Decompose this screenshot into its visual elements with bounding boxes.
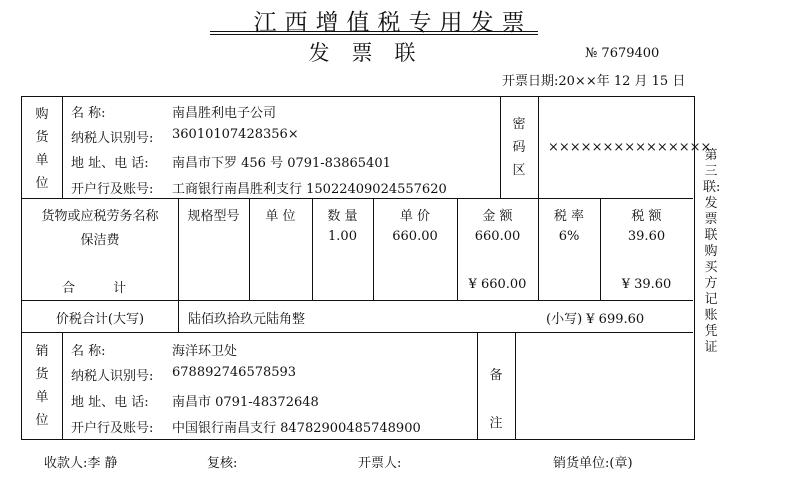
- cipher-left-divider: [500, 97, 501, 198]
- item-unit-price: 660.00: [392, 229, 438, 244]
- buyer-name-label: 名 称:: [71, 106, 106, 121]
- grand-total-words: 陆佰玖拾玖元陆角整: [188, 312, 306, 327]
- header-tax-amount: 税 额: [631, 209, 662, 224]
- buyer-bank-label: 开户行及账号:: [71, 182, 154, 197]
- seller-address-label: 地 址、电 话:: [71, 395, 149, 410]
- buyer-section-label: 购货单位: [35, 107, 49, 191]
- buyer-name: 南昌胜利电子公司: [172, 106, 277, 121]
- seller-seal: 销货单位:(章): [553, 456, 633, 471]
- seller-name-label: 名 称:: [71, 344, 106, 359]
- buyer-label-divider: [62, 97, 63, 198]
- buyer-address-label: 地 址、电 话:: [71, 156, 149, 171]
- title-underline: [210, 31, 538, 32]
- invoice-date: 开票日期:20××年 12 月 15 日: [502, 74, 686, 89]
- total-label: 合 计: [62, 281, 127, 296]
- item-name: 保洁费: [80, 233, 120, 248]
- header-goods-name: 货物或应税劳务名称: [41, 209, 159, 224]
- issuer: 开票人:: [358, 456, 402, 471]
- remarks-left-divider: [477, 332, 478, 440]
- remarks-label: 备注: [489, 368, 503, 431]
- title-underline-second: [210, 34, 538, 35]
- grand-total-numeric: (小写) ¥ 699.60: [546, 312, 645, 327]
- header-tax-rate: 税 率: [553, 209, 585, 224]
- grand-total-bottom-rule: [22, 332, 693, 333]
- total-tax: ¥ 39.60: [621, 277, 672, 292]
- cipher-label: 密码区: [512, 117, 526, 178]
- header-unit-price: 单 价: [399, 209, 431, 224]
- seller-name: 海洋环卫处: [172, 344, 238, 359]
- buyer-bank: 工商银行南昌胜利支行 15022409024557620: [172, 182, 447, 197]
- seller-bank-label: 开户行及账号:: [71, 421, 154, 436]
- grand-total-label: 价税合计(大写): [55, 312, 145, 327]
- buyer-section-bottom-rule: [22, 198, 693, 199]
- item-tax-rate: 6%: [558, 229, 580, 244]
- cipher-value: ×××××××××××××××: [548, 140, 712, 155]
- header-quantity: 数 量: [327, 209, 358, 224]
- item-quantity: 1.00: [328, 229, 357, 244]
- invoice-title: 江西增值税专用发票: [253, 10, 533, 36]
- items-section-bottom-rule: [22, 300, 693, 301]
- payee: 收款人:李 静: [44, 456, 118, 471]
- remarks-right-divider: [515, 332, 516, 440]
- reviewer: 复核:: [207, 456, 238, 471]
- copy-note: 第三联:发票联 购买方记账凭证: [703, 148, 721, 355]
- seller-tax-id-label: 纳税人识别号:: [71, 369, 154, 384]
- seller-label-divider: [62, 332, 63, 440]
- buyer-tax-id-label: 纳税人识别号:: [71, 131, 154, 146]
- grand-total-divider: [178, 300, 179, 332]
- header-spec: 规格型号: [187, 209, 240, 224]
- seller-address: 南昌市 0791-48372648: [172, 395, 319, 410]
- header-amount: 金 额: [482, 209, 513, 224]
- seller-bank: 中国银行南昌支行 84782900485748900: [172, 421, 421, 436]
- item-amount: 660.00: [474, 229, 521, 244]
- header-unit: 单 位: [265, 209, 296, 224]
- item-tax-amount: 39.60: [627, 229, 666, 244]
- cipher-right-divider: [538, 97, 539, 198]
- invoice-number: № 7679400: [585, 46, 660, 61]
- total-amount: ¥ 660.00: [468, 277, 527, 292]
- buyer-tax-id: 36010107428356×: [172, 127, 299, 142]
- invoice-subtitle: 发票联: [308, 41, 438, 65]
- seller-section-label: 销货单位: [35, 344, 49, 428]
- seller-tax-id: 678892746578593: [172, 365, 297, 380]
- buyer-address: 南昌市下罗 456 号 0791-83865401: [172, 156, 391, 171]
